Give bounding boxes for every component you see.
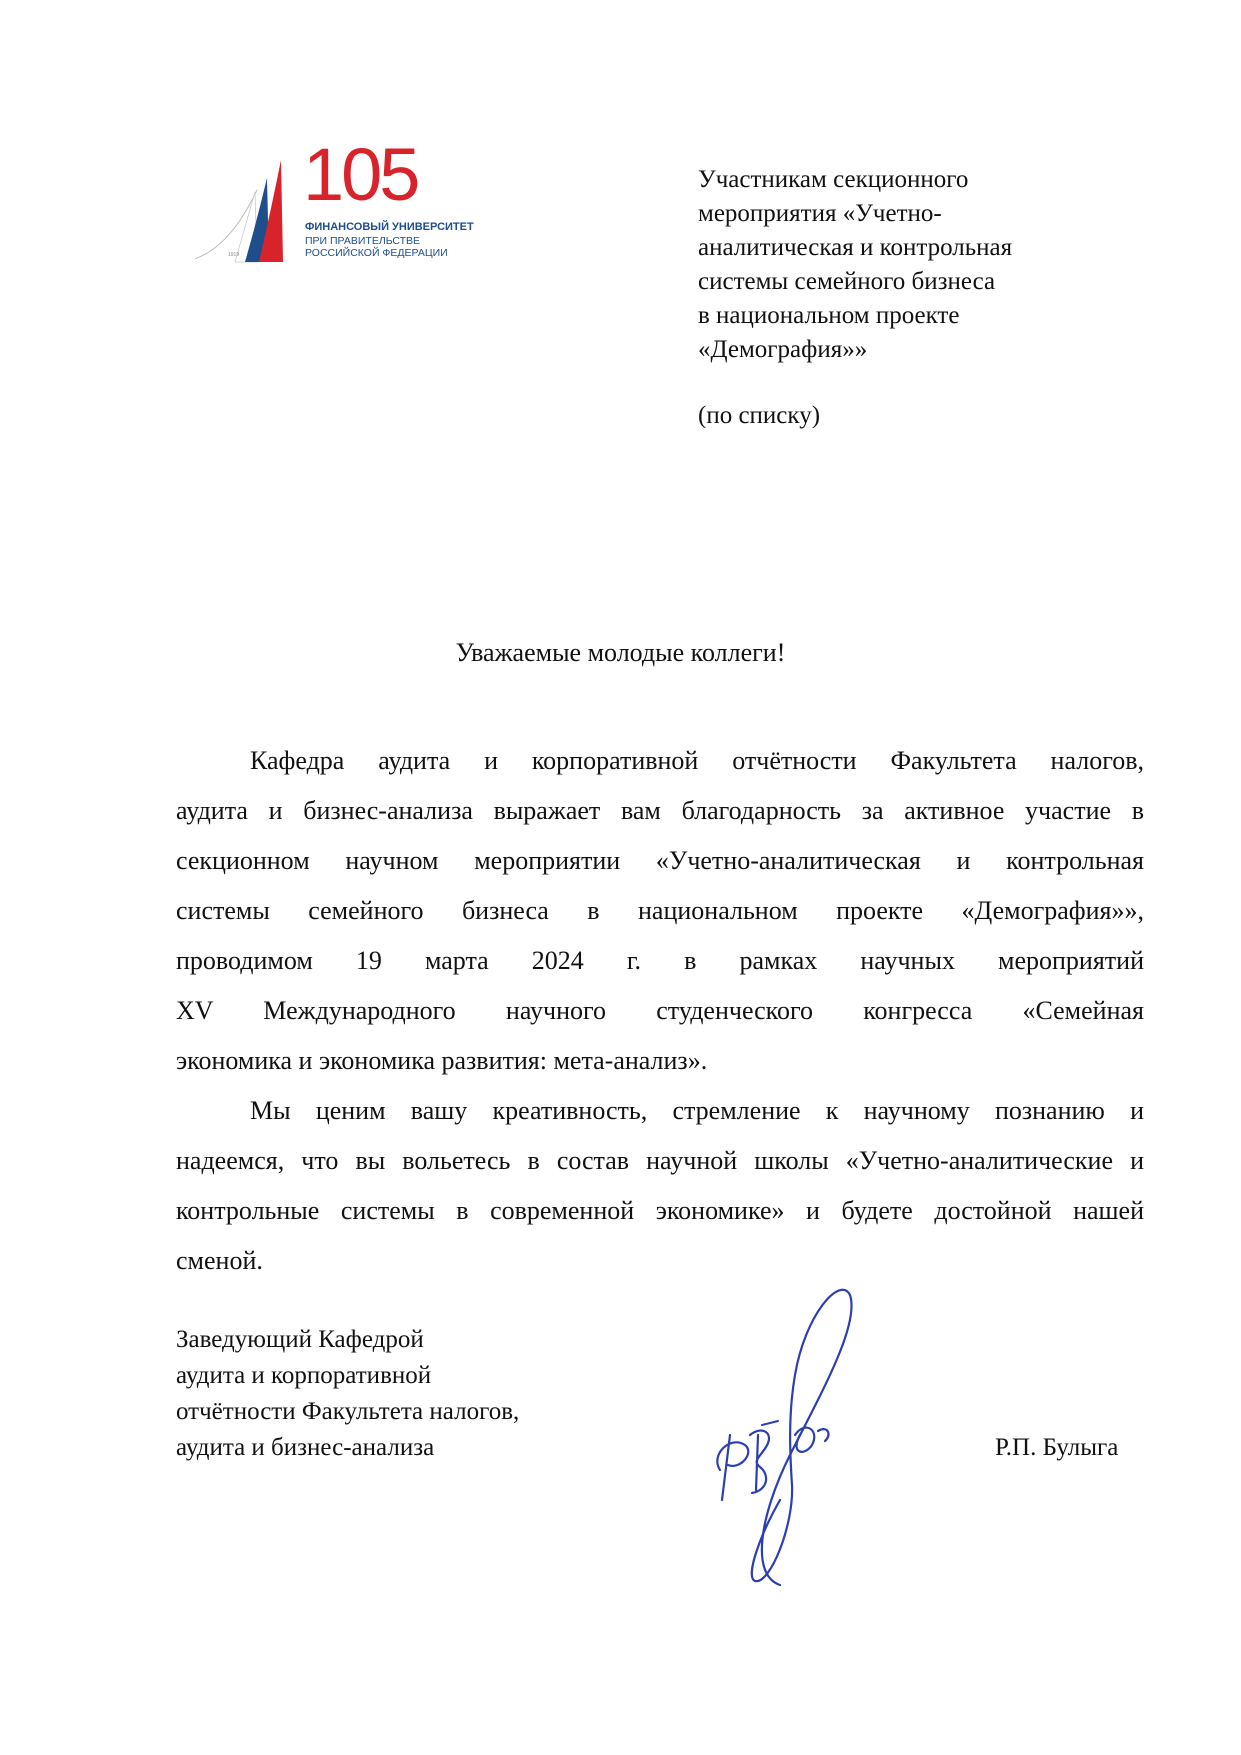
logo-text-line-2: ПРИ ПРАВИТЕЛЬСТВЕ [305, 235, 421, 247]
by-list-note: (по списку) [698, 402, 821, 429]
university-logo [195, 133, 474, 270]
paragraph2-line: контрольные системы в современной экономике» и будете достойной нашей [176, 1196, 1144, 1225]
paragraph1-line: системы семейного бизнеса в национальном проекте «Демография»», [176, 896, 1144, 925]
logo-text-line-1: ФИНАНСОВЫЙ УНИВЕРСИТЕТ [305, 221, 474, 233]
addressee-line: «Демография»» [698, 336, 868, 363]
greeting: Уважаемые молодые коллеги! [455, 638, 786, 667]
addressee-line: в национальном проекте [698, 302, 960, 329]
handwritten-signature [700, 1285, 880, 1605]
addressee-line: аналитическая и контрольная [698, 234, 1013, 261]
addressee-line: системы семейного бизнеса [698, 268, 996, 295]
letter-body [176, 736, 1144, 1286]
addressee-block [698, 163, 1118, 367]
signatory-title-line: отчётности Факультета налогов, [176, 1398, 520, 1425]
paragraph1-line: экономика и экономика развития: мета-анализ». [176, 1046, 708, 1075]
paragraph1-line: Кафедра аудита и корпоративной отчётности Факультета налогов, [250, 746, 1144, 775]
signatory-title-line: аудита и бизнес-анализа [176, 1434, 435, 1461]
signatory-title-line: аудита и корпоративной [176, 1362, 432, 1389]
paragraph1-line: XV Международного научного студенческого конгресса «Семейная [176, 996, 1144, 1025]
paragraph1-line: секционном научном мероприятии «Учетно-аналитическая и контрольная [176, 846, 1144, 875]
paragraph1-line: аудита и бизнес-анализа выражает вам благодарность за активное участие в [176, 796, 1144, 825]
paragraph2-line: Мы ценим вашу креативность, стремление к научному познанию и [250, 1096, 1144, 1125]
paragraph2-line: сменой. [176, 1246, 263, 1275]
signatory-title-line: Заведующий Кафедрой [176, 1326, 424, 1353]
logo-anniversary-number: 105 [303, 133, 418, 216]
logo-founded-year: 1919 [228, 252, 240, 258]
paragraph2-line: надеемся, что вы вольетесь в состав научной школы «Учетно-аналитические и [176, 1146, 1144, 1175]
addressee-line: мероприятия «Учетно- [698, 200, 942, 227]
logo-text-line-3: РОССИЙСКОЙ ФЕДЕРАЦИИ [305, 247, 448, 259]
signatory-title-block [176, 1322, 519, 1466]
paragraph1-line: проводимом 19 марта 2024 г. в рамках научных мероприятий [176, 946, 1144, 975]
signatory-name: Р.П. Булыга [995, 1434, 1119, 1461]
logo-sail-icon [195, 150, 315, 270]
addressee-line: Участникам секционного [698, 166, 969, 193]
